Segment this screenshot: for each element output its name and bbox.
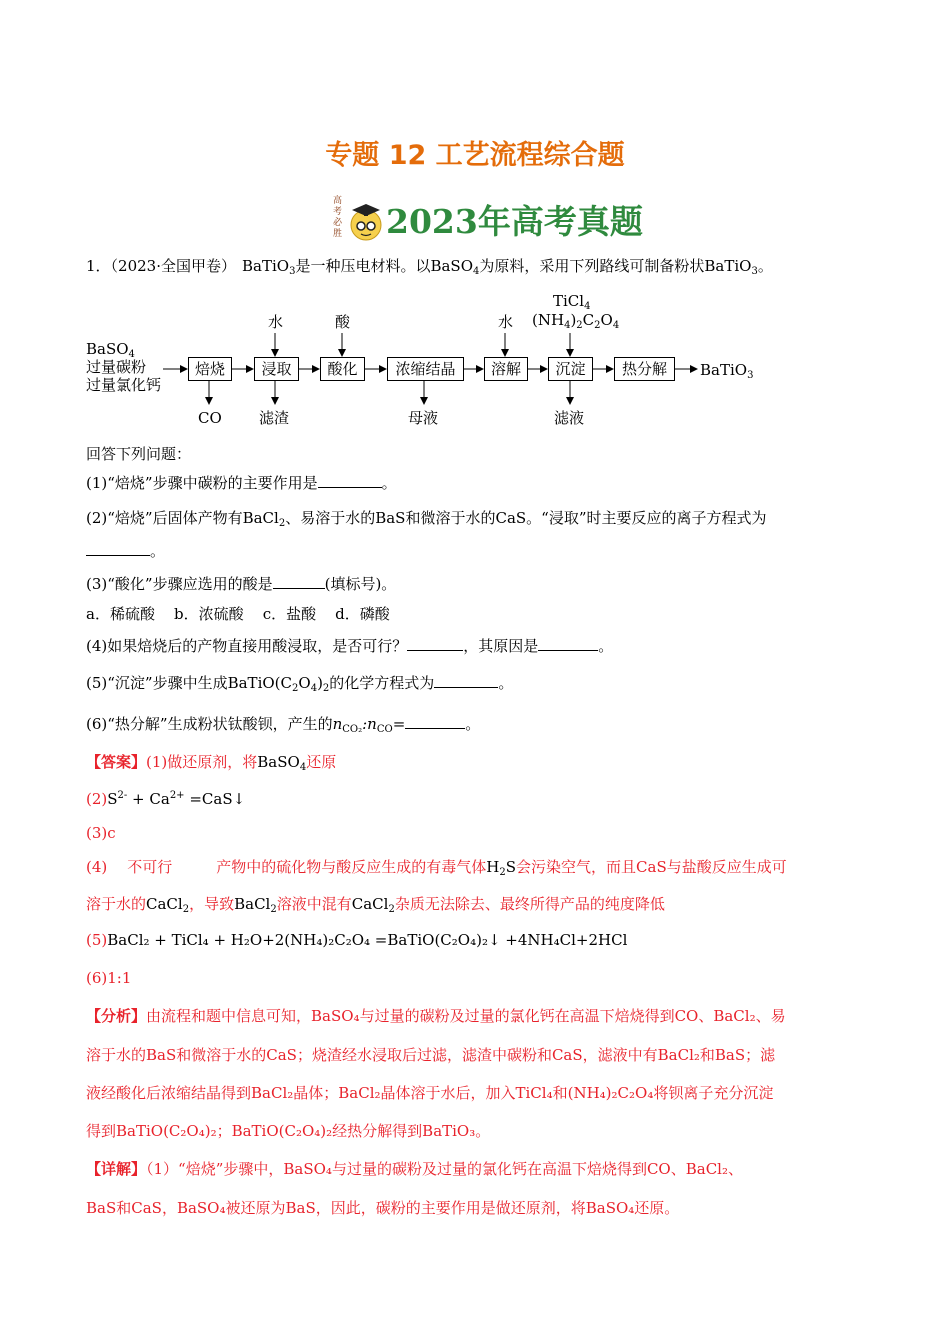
flow-input-cacl2: 过量氯化钙 [86,376,162,394]
answer-blank[interactable] [407,636,463,651]
question-part-3: (3)“酸化”步骤应选用的酸是 (填标号)。 [86,575,397,593]
answer-line-1: 【答案】(1)做还原剂，将BaSO$_4$还原 [86,753,337,773]
question-part-5: (5)“沉淀”步骤中生成$BaTiO(C_2O_4)_2$的化学方程式为 。 [86,674,514,694]
flow-input-baso4: BaSO$_4$ [86,340,135,360]
flow-out-co: CO [198,409,222,427]
banner-title: 2023年高考真题 [386,202,643,241]
answer-blank[interactable] [405,714,465,729]
flow-top-ticl4: TiCl$_4$ [553,292,591,312]
flow-top-oxalate: $(NH_4)_2C_2O_4$ [532,311,620,331]
step-thermal-decompose: 热分解 [614,357,675,381]
analysis-line-4: 得到BaTiO(C₂O₄)₂；BaTiO(C₂O₄)₂经热分解得到BaTiO₃。 [86,1122,491,1140]
answer-blank[interactable] [434,673,498,688]
banner-side-text: 高考必胜 [333,196,343,239]
detail-line-1: 【详解】（1）“焙烧”步骤中，BaSO₄与过量的碳粉及过量的氯化钙在高温下焙烧得到CO、BaCl₂、 [86,1160,743,1178]
flow-top-acid: 酸 [335,313,351,331]
analysis-line-2: 溶于水的BaS和微溶于水的CaS；烧渣经水浸取后过滤，滤渣中碳粉和CaS，滤液中有BaCl₂和BaS；滤 [86,1046,776,1064]
page-title: 专题 12 工艺流程综合题 [325,140,625,171]
flow-top-water-2: 水 [498,313,514,331]
step-precipitate: 沉淀 [548,357,593,381]
step-acidify: 酸化 [320,357,365,381]
question-part-2: (2)“焙烧”后固体产物有BaCl$_2$、易溶于水的BaS和微溶于水的CaS。“浸取”时主要反应的离子方程式为 [86,509,767,529]
analysis-line-1: 【分析】由流程和题中信息可知，BaSO₄与过量的碳粉及过量的氯化钙在高温下焙烧得到CO、BaCl₂、易 [86,1007,786,1025]
flow-product: BaTiO$_3$ [700,361,754,381]
question-part-4: (4)如果焙烧后的产物直接用酸浸取，是否可行？ ，其原因是 。 [86,637,614,655]
flow-top-water-1: 水 [268,313,284,331]
question-part-1: (1)“焙烧”步骤中碳粉的主要作用是 。 [86,474,397,492]
step-leach: 浸取 [254,357,299,381]
answer-line-4: (4) 不可行 产物中的硫化物与酸反应生成的有毒气体$H_2S$会污染空气，而且CaS与盐酸反应生成可 [86,858,787,878]
analysis-line-3: 液经酸化后浓缩结晶得到BaCl₂晶体；BaCl₂晶体溶于水后，加入TiCl₄和(NH₄)₂C₂O₄将钡离子充分沉淀 [86,1084,774,1102]
answer-blank[interactable] [538,636,598,651]
answer-line-2: $(2)S^{2-} + Ca^{2+}$ =CaS↓ [86,790,246,808]
answer-line-5: (5)BaCl₂ + TiCl₄ + H₂O+2(NH₄)₂C₂O₄ =BaTiO(C₂O₄)₂↓ +4NH₄Cl+2HCl [86,931,628,949]
question-part-2-cont: 。 [86,541,165,561]
step-dissolve: 溶解 [484,357,528,381]
question-intro: 1．（2023·全国甲卷） BaTiO$_3$是一种压电材料。以BaSO$_4$为原料，采用下列路线可制备粉状BaTiO$_3$。 [86,257,773,277]
flow-input-carbon: 过量碳粉 [86,358,147,376]
answer-line-3: (3)c [86,824,116,842]
answer-blank[interactable] [273,574,325,589]
answer-line-4-cont: 溶于水的CaCl$_2$，导致BaCl$_2$溶液中混有CaCl$_2$杂质无法除去、最终所得产品的纯度降低 [86,895,665,915]
step-roast: 焙烧 [188,357,232,381]
step-concentrate: 浓缩结晶 [387,357,464,381]
answer-blank[interactable] [318,473,382,488]
prompt-text: 回答下列问题： [86,445,192,463]
answer-blank[interactable] [86,541,150,556]
flow-out-mother-liquor: 母液 [408,409,439,427]
flow-out-residue: 滤渣 [259,409,290,427]
answer-line-6: (6)1:1 [86,969,132,987]
detail-line-2: BaS和CaS，BaSO₄被还原为BaS，因此，碳粉的主要作用是做还原剂，将BaSO₄还原。 [86,1199,680,1217]
question-part-6: (6)“热分解”生成粉状钛酸钡，产生的$n_{CO_2}:n_{CO}=$ 。 [86,715,481,735]
question-part-3-options: a．稀硫酸 b．浓硫酸 c．盐酸 d．磷酸 [86,605,390,623]
flow-out-filtrate: 滤液 [554,409,585,427]
